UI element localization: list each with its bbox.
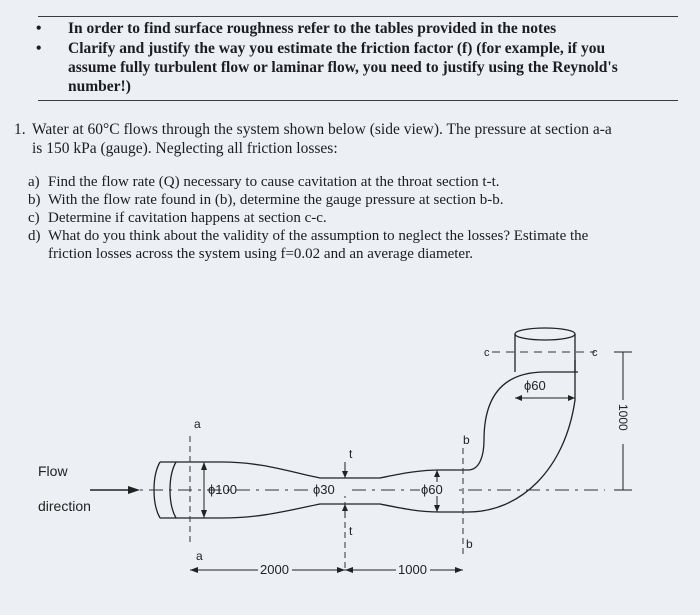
len2000-arrow-right	[337, 567, 345, 573]
phi60-mid-arrow-top	[434, 470, 440, 477]
question-number: 1.	[14, 121, 26, 138]
direction-label: direction	[38, 498, 91, 514]
phi100-label: ϕ100	[208, 482, 237, 497]
section-a-bottom-label: a	[196, 549, 203, 563]
outlet-end	[515, 328, 575, 340]
part-b-label: b)	[28, 192, 41, 208]
bullet-text: number!)	[68, 78, 131, 95]
flow-label: Flow	[38, 463, 68, 479]
section-t-bottom-label: t	[349, 524, 353, 538]
phi60-mid-label: ϕ60	[421, 482, 443, 497]
bullet-marker: •	[36, 20, 42, 37]
phi100-arrow-top	[201, 462, 207, 470]
len2000-arrow-left	[190, 567, 198, 573]
part-a-text: Find the flow rate (Q) necessary to cause cavitation at the throat section t-t.	[48, 174, 500, 190]
phi30-arrow-bottom	[342, 504, 348, 511]
phi60-top-label: ϕ60	[524, 378, 546, 393]
section-t-top-label: t	[349, 447, 353, 461]
len1000-label: 1000	[398, 562, 427, 577]
bullet-text: Clarify and justify the way you estimate the friction factor (f) (for example, if you	[68, 40, 606, 57]
part-d-text: What do you think about the validity of the assumption to neglect the losses? Estimate the	[48, 228, 589, 244]
bullet-marker: •	[36, 40, 42, 57]
part-d-label: d)	[28, 228, 41, 244]
phi100-arrow-bottom	[201, 510, 207, 518]
phi60-top-arrow-right	[568, 395, 575, 401]
part-b-text: With the flow rate found in (b), determine the gauge pressure at section b-b.	[48, 192, 504, 208]
bullet-text: assume fully turbulent flow or laminar flow, you need to justify using the Reynold's	[68, 59, 618, 76]
question-line-2: is 150 kPa (gauge). Neglecting all friction losses:	[32, 140, 338, 157]
flow-arrow-head	[128, 486, 140, 494]
part-c-text: Determine if cavitation happens at section c-c.	[48, 210, 327, 226]
vertical-1000-label: 1000	[616, 404, 630, 431]
phi30-label: ϕ30	[313, 482, 335, 497]
len2000-label: 2000	[260, 562, 289, 577]
pipe-upper-wall	[160, 372, 578, 478]
phi30-arrow-top	[342, 471, 348, 478]
part-a-label: a)	[28, 174, 40, 190]
part-c-label: c)	[28, 210, 40, 226]
section-a-top-label: a	[194, 417, 201, 431]
section-b-bottom-label: b	[466, 537, 473, 551]
len1000-arrow-left	[345, 567, 353, 573]
section-c-left-label: c	[484, 347, 490, 359]
phi60-top-arrow-left	[515, 395, 522, 401]
question-line-1: Water at 60°C flows through the system shown below (side view). The pressure at section a-a	[32, 121, 612, 138]
section-b-top-label: b	[463, 433, 470, 447]
len1000-arrow-right	[455, 567, 463, 573]
bullet-text: In order to find surface roughness refer to the tables provided in the notes	[68, 20, 557, 37]
part-d-text-cont: friction losses across the system using f=0.02 and an average diameter.	[48, 246, 474, 262]
phi60-mid-arrow-bottom	[434, 505, 440, 512]
section-c-right-label: c	[592, 347, 598, 359]
